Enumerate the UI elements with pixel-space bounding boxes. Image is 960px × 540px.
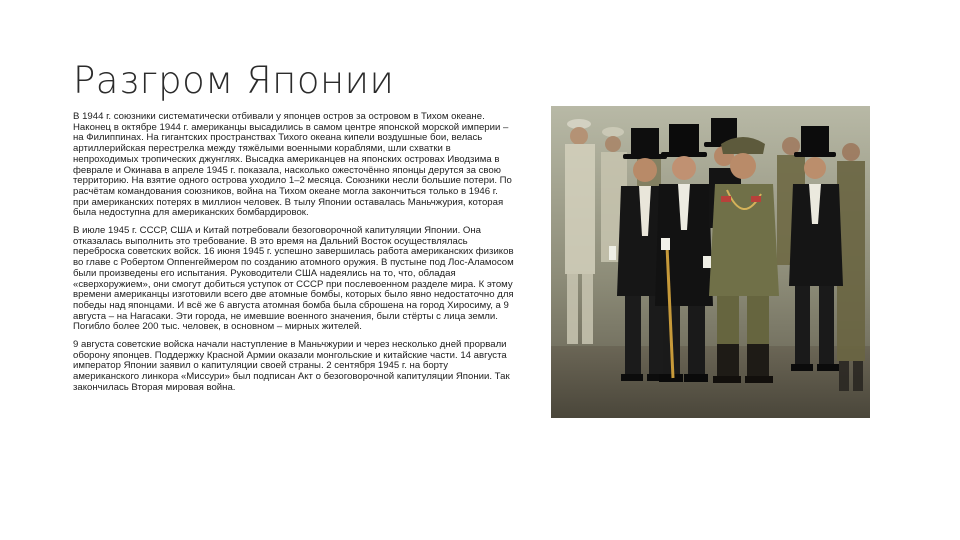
paragraph-3: 9 августа советские войска начали наступление в Маньчжурии и через несколько дней прорвали оборону японцев. Поддержку Красной Армии оказали монгольские и китайские части. 14 августа император Японии заявил о капитуляции своей страны. 2 сентября 1945 г. на борту американского линкора «Миссури» был подписан Акт о безоговорочной капитуляции Японии. Так закончилась Вторая мировая война. — [73, 339, 510, 393]
slide-body — [73, 112, 515, 401]
slide-title: Разгром Японии — [73, 58, 395, 102]
surrender-ceremony-photo — [551, 106, 870, 418]
paragraph-2: В июле 1945 г. СССР, США и Китай потребовали безоговорочной капитуляции Японии. Она отказалась выполнить это требование. В это время на Дальний Восток осуществлялась переброска советских войск. 16 июня 1945 г. успешно завершилась работа американских физиков во главе с Робертом Оппенгеймером по созданию атомного оружия. В пустыне под Лос-Аламосом были произведены его испытания. Руководители США надеялись на то, что, обладая «сверхоружием», они смогут добиться уступок от СССР при послевоенном разделе мира. К этому времени американцы изготовили всего две атомные бомбы, которых было явно недостаточно для победы над японцами. И всё же 6 августа атомная бомба была сброшена на город Хиросиму, а 9 августа – на Нагасаки. Эти города, не имевшие военного значения, были стёрты с лица земли. Погибло более 200 тыс. человек, в основном – мирных жителей. — [73, 225, 514, 333]
photo-illustration — [551, 106, 870, 418]
paragraph-1: В 1944 г. союзники систематически отбивали у японцев остров за островом в Тихом океане. Наконец в октябре 1944 г. американцы высадились в самом центре японской морской империи – на Филиппинах. На гигантских пространствах Тихого океана кипели воздушные бои, велась артиллерийская перестрелка между тяжёлыми военными кораблями, шли схватки в непроходимых тропических джунглях. Высадка американцев на японских островах Иводзима в феврале и Окинава в апреле 1945 г. показала, насколько ожесточённо японцы дерутся за свою территорию. На взятие одного острова уходило 1–2 месяца. Союзники несли большие потери. По расчётам командования союзников, война на Тихом океане могла закончиться только в 1946 г. при американских потерях в миллион человек. В тылу Японии оставалась Маньчжурия, которая была недоступна для американских бомбардировок. — [73, 111, 512, 219]
